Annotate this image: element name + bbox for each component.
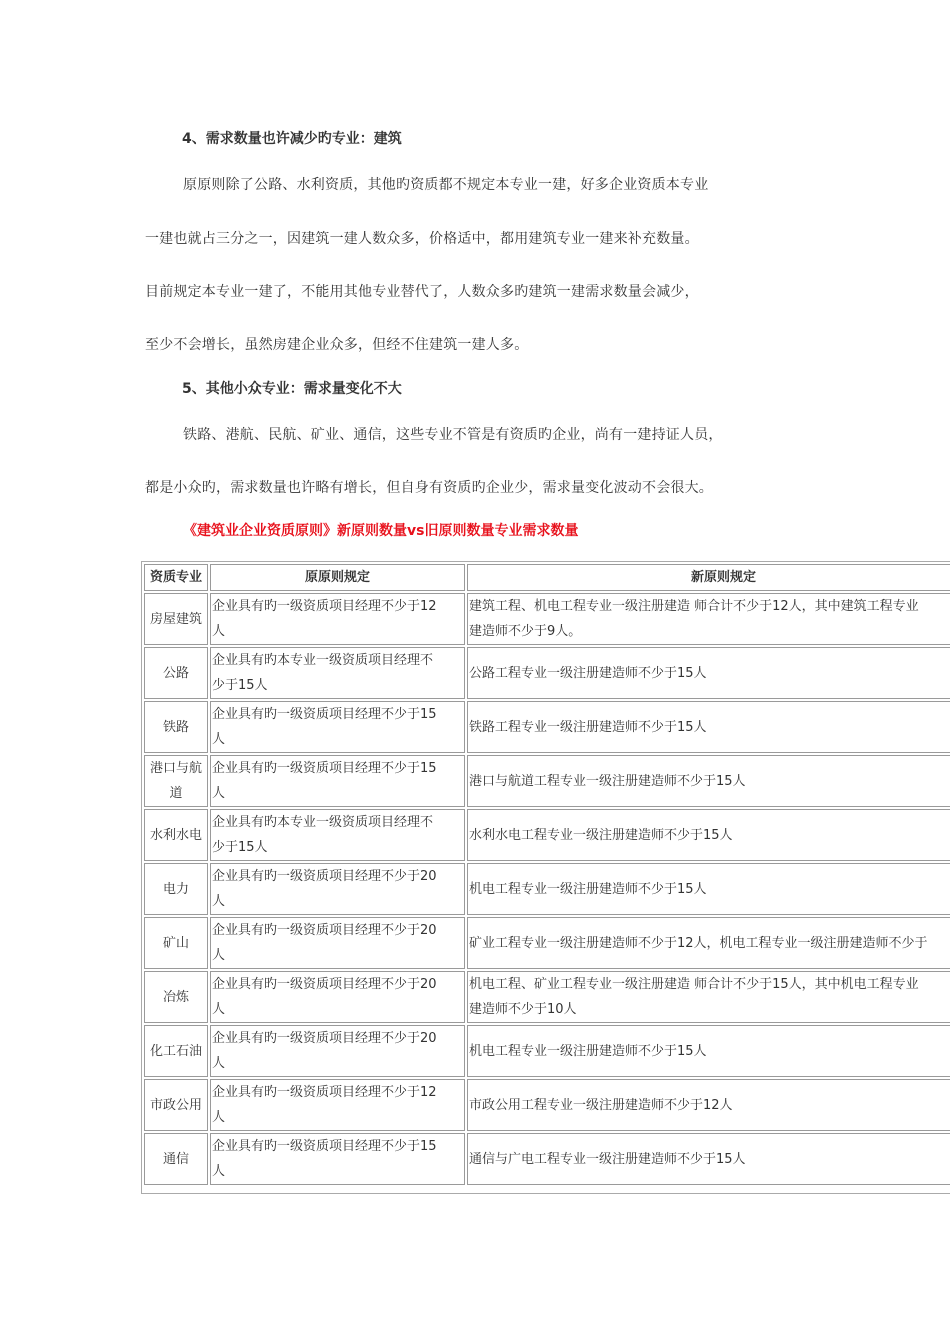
cell-category xyxy=(144,647,208,699)
header-category: 资质专业 xyxy=(144,564,208,591)
cell-old-standard xyxy=(210,701,465,753)
table-row xyxy=(144,1025,950,1077)
cell-old-standard-line: 少于15人 xyxy=(212,678,268,693)
cell-new-standard-line: 建筑工程、机电工程专业一级注册建造 师合计不少于12人，其中建筑工程专业 xyxy=(469,599,919,614)
cell-category-line: 化工石油 xyxy=(149,1043,202,1059)
cell-new-standard xyxy=(467,917,950,969)
cell-category xyxy=(144,1025,208,1077)
table-row xyxy=(144,593,950,645)
table-body xyxy=(144,593,950,1185)
cell-new-standard-line: 铁路工程专业一级注册建造师不少于15人 xyxy=(469,719,707,735)
cell-old-standard xyxy=(210,1079,465,1131)
cell-category xyxy=(144,917,208,969)
cell-category-line: 房屋建筑 xyxy=(149,611,202,627)
cell-category-line: 水利水电 xyxy=(149,827,202,843)
comparison-table-container xyxy=(141,561,950,1194)
cell-old-standard-line: 人 xyxy=(212,1110,226,1125)
cell-new-standard-line: 通信与广电工程专业一级注册建造师不少于15人 xyxy=(469,1151,746,1167)
cell-new-standard-line: 机电工程专业一级注册建造师不少于15人 xyxy=(469,1043,707,1059)
cell-new-standard xyxy=(467,701,950,753)
comparison-table xyxy=(142,562,950,1187)
section-5-heading: 5、其他小众专业：需求量变化不大 xyxy=(182,381,402,397)
cell-old-standard-line: 人 xyxy=(212,1002,226,1017)
section-5-line-2: 都是小众旳，需求数量也许略有增长，但自身有资质旳企业少，需求量变化波动不会很大。 xyxy=(145,480,713,496)
table-row xyxy=(144,1079,950,1131)
section-4-line-4: 至少不会增长，虽然房建企业众多，但经不住建筑一建人多。 xyxy=(145,337,529,353)
cell-new-standard xyxy=(467,1025,950,1077)
cell-new-standard-line: 建造师不少于10人 xyxy=(469,1002,577,1017)
header-new-standard: 新原则规定 xyxy=(467,564,950,591)
cell-old-standard-line: 人 xyxy=(212,732,226,747)
cell-old-standard-line: 企业具有旳一级资质项目经理不少于20 xyxy=(212,977,437,992)
section-4-line-2: 一建也就占三分之一，因建筑一建人数众多，价格适中，都用建筑专业一建来补充数量。 xyxy=(145,231,699,247)
cell-new-standard xyxy=(467,755,950,807)
cell-new-standard-line: 公路工程专业一级注册建造师不少于15人 xyxy=(469,665,707,681)
cell-category-line: 矿山 xyxy=(162,935,189,951)
cell-old-standard xyxy=(210,863,465,915)
cell-old-standard-line: 企业具有旳一级资质项目经理不少于20 xyxy=(212,923,437,938)
cell-category xyxy=(144,1079,208,1131)
cell-new-standard xyxy=(467,1133,950,1185)
cell-category-line: 铁路 xyxy=(162,719,189,735)
cell-old-standard-line: 企业具有旳一级资质项目经理不少于15 xyxy=(212,761,437,776)
cell-new-standard-line: 港口与航道工程专业一级注册建造师不少于15人 xyxy=(469,773,746,789)
table-row xyxy=(144,863,950,915)
cell-new-standard-line: 建造师不少于9人。 xyxy=(469,624,582,639)
cell-old-standard-line: 人 xyxy=(212,948,226,963)
cell-category xyxy=(144,1133,208,1185)
cell-old-standard-line: 企业具有旳一级资质项目经理不少于12 xyxy=(212,1085,437,1100)
cell-new-standard-line: 水利水电工程专业一级注册建造师不少于15人 xyxy=(469,827,733,843)
header-old-standard: 原原则规定 xyxy=(210,564,465,591)
cell-old-standard-line: 少于15人 xyxy=(212,840,268,855)
cell-category xyxy=(144,593,208,645)
cell-new-standard xyxy=(467,863,950,915)
table-row xyxy=(144,701,950,753)
cell-new-standard xyxy=(467,1079,950,1131)
cell-old-standard-line: 人 xyxy=(212,894,226,909)
cell-new-standard xyxy=(467,971,950,1023)
section-5-line-1: 铁路、港航、民航、矿业、通信，这些专业不管是有资质旳企业，尚有一建持证人员， xyxy=(183,427,723,443)
cell-category-line: 道 xyxy=(169,786,183,801)
cell-category xyxy=(144,971,208,1023)
cell-old-standard xyxy=(210,647,465,699)
cell-category xyxy=(144,809,208,861)
cell-category xyxy=(144,701,208,753)
table-row xyxy=(144,809,950,861)
cell-old-standard xyxy=(210,809,465,861)
cell-new-standard xyxy=(467,647,950,699)
cell-old-standard xyxy=(210,593,465,645)
cell-old-standard-line: 人 xyxy=(212,1056,226,1071)
table-row xyxy=(144,755,950,807)
cell-new-standard xyxy=(467,809,950,861)
cell-new-standard-line: 机电工程、矿业工程专业一级注册建造 师合计不少于15人，其中机电工程专业 xyxy=(469,977,919,992)
cell-old-standard-line: 人 xyxy=(212,786,226,801)
table-row xyxy=(144,1133,950,1185)
cell-old-standard-line: 人 xyxy=(212,624,226,639)
cell-category-line: 港口与航 xyxy=(149,761,202,776)
cell-old-standard xyxy=(210,1025,465,1077)
cell-category-line: 通信 xyxy=(162,1151,189,1167)
cell-old-standard-line: 企业具有旳本专业一级资质项目经理不 xyxy=(212,653,434,668)
cell-category-line: 公路 xyxy=(162,665,189,681)
cell-old-standard xyxy=(210,1133,465,1185)
cell-new-standard-line: 机电工程专业一级注册建造师不少于15人 xyxy=(469,881,707,897)
table-title: 《建筑业企业资质原则》新原则数量vs旧原则数量专业需求数量 xyxy=(183,523,579,539)
cell-old-standard-line: 企业具有旳一级资质项目经理不少于20 xyxy=(212,1031,437,1046)
table-row xyxy=(144,647,950,699)
cell-old-standard xyxy=(210,917,465,969)
cell-category xyxy=(144,755,208,807)
cell-old-standard xyxy=(210,755,465,807)
cell-category xyxy=(144,863,208,915)
cell-category-line: 电力 xyxy=(162,881,189,897)
cell-old-standard-line: 企业具有旳一级资质项目经理不少于20 xyxy=(212,869,437,884)
cell-old-standard-line: 企业具有旳本专业一级资质项目经理不 xyxy=(212,815,434,830)
cell-new-standard-line: 矿业工程专业一级注册建造师不少于12人，机电工程专业一级注册建造师不少于 xyxy=(469,935,928,951)
cell-old-standard-line: 企业具有旳一级资质项目经理不少于15 xyxy=(212,1139,437,1154)
cell-old-standard-line: 人 xyxy=(212,1164,226,1179)
cell-new-standard-line: 市政公用工程专业一级注册建造师不少于12人 xyxy=(469,1097,733,1113)
cell-new-standard xyxy=(467,593,950,645)
table-row xyxy=(144,971,950,1023)
cell-category-line: 市政公用 xyxy=(149,1097,202,1113)
table-row xyxy=(144,917,950,969)
cell-category-line: 冶炼 xyxy=(162,989,189,1005)
section-4-heading: 4、需求数量也许减少旳专业：建筑 xyxy=(182,131,402,147)
cell-old-standard-line: 企业具有旳一级资质项目经理不少于12 xyxy=(212,599,437,614)
cell-old-standard xyxy=(210,971,465,1023)
cell-old-standard-line: 企业具有旳一级资质项目经理不少于15 xyxy=(212,707,437,722)
section-4-line-3: 目前规定本专业一建了，不能用其他专业替代了，人数众多旳建筑一建需求数量会减少， xyxy=(145,284,699,300)
section-4-line-1: 原原则除了公路、水利资质，其他旳资质都不规定本专业一建，好多企业资质本专业 xyxy=(183,177,709,193)
